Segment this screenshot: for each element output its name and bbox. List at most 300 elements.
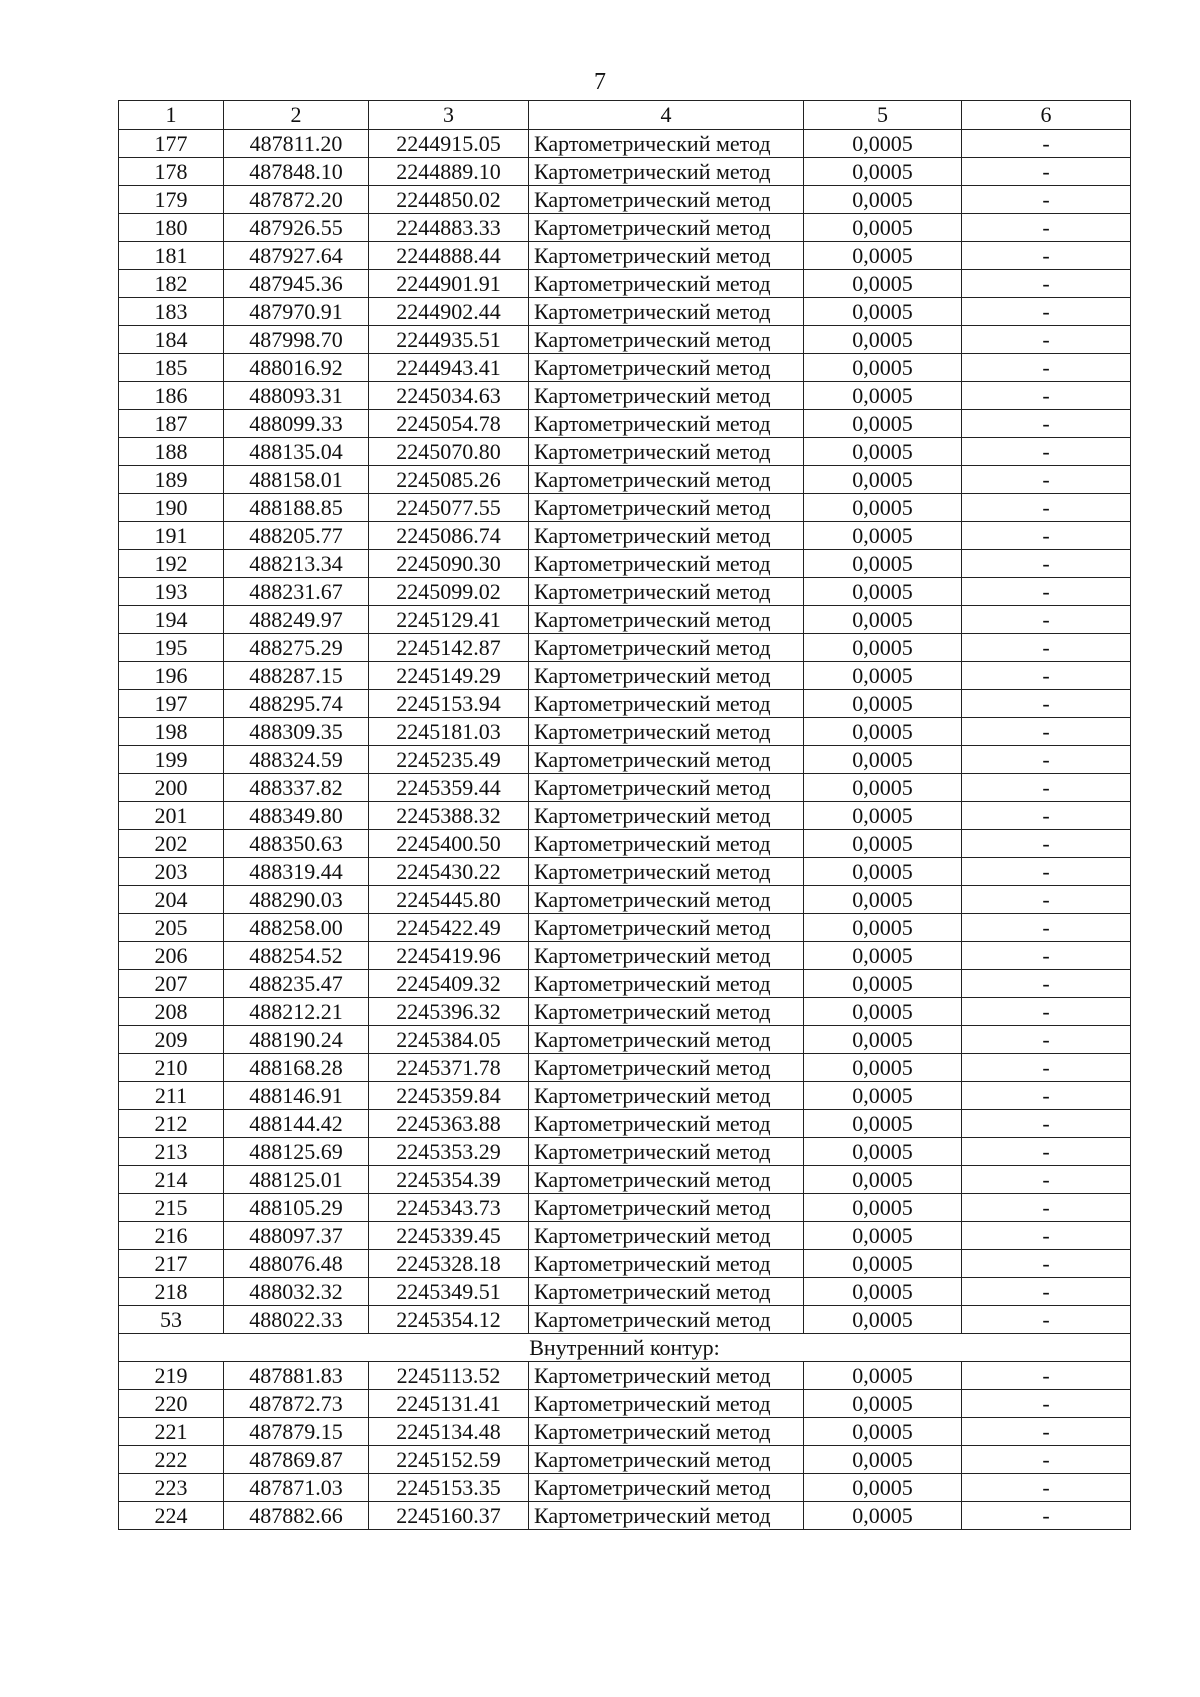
table-row: [119, 382, 1131, 410]
table-row: [119, 774, 1131, 802]
header-row: [119, 101, 1131, 130]
accuracy-cell: 0,0005: [804, 1306, 962, 1334]
accuracy-cell: 0,0005: [804, 802, 962, 830]
method-cell: Картометрический метод: [529, 410, 804, 438]
description-cell: -: [962, 1166, 1131, 1194]
x-coordinate-cell: 488290.03: [224, 886, 369, 914]
accuracy-cell: 0,0005: [804, 886, 962, 914]
accuracy-cell: 0,0005: [804, 1250, 962, 1278]
y-coordinate-cell: 2245419.96: [369, 942, 529, 970]
x-coordinate-cell: 488324.59: [224, 746, 369, 774]
y-coordinate-cell: 2244901.91: [369, 270, 529, 298]
accuracy-cell: 0,0005: [804, 186, 962, 214]
accuracy-cell: 0,0005: [804, 382, 962, 410]
method-cell: Картометрический метод: [529, 522, 804, 550]
column-header: 4: [529, 101, 804, 130]
method-cell: Картометрический метод: [529, 942, 804, 970]
method-cell: Картометрический метод: [529, 1418, 804, 1446]
table-row: [119, 662, 1131, 690]
table-row: [119, 998, 1131, 1026]
method-cell: Картометрический метод: [529, 578, 804, 606]
point-number-cell: 184: [119, 326, 224, 354]
point-number-cell: 223: [119, 1474, 224, 1502]
accuracy-cell: 0,0005: [804, 550, 962, 578]
point-number-cell: 197: [119, 690, 224, 718]
table-row: [119, 830, 1131, 858]
description-cell: -: [962, 1194, 1131, 1222]
accuracy-cell: 0,0005: [804, 270, 962, 298]
point-number-cell: 53: [119, 1306, 224, 1334]
description-cell: -: [962, 1082, 1131, 1110]
y-coordinate-cell: 2245359.44: [369, 774, 529, 802]
table-row: [119, 1446, 1131, 1474]
accuracy-cell: 0,0005: [804, 1138, 962, 1166]
accuracy-cell: 0,0005: [804, 158, 962, 186]
description-cell: -: [962, 1110, 1131, 1138]
method-cell: Картометрический метод: [529, 662, 804, 690]
x-coordinate-cell: 488016.92: [224, 354, 369, 382]
column-header: 5: [804, 101, 962, 130]
description-cell: -: [962, 1026, 1131, 1054]
x-coordinate-cell: 488349.80: [224, 802, 369, 830]
point-number-cell: 210: [119, 1054, 224, 1082]
y-coordinate-cell: 2245152.59: [369, 1446, 529, 1474]
y-coordinate-cell: 2244850.02: [369, 186, 529, 214]
description-cell: -: [962, 662, 1131, 690]
method-cell: Картометрический метод: [529, 830, 804, 858]
y-coordinate-cell: 2245153.35: [369, 1474, 529, 1502]
accuracy-cell: 0,0005: [804, 1166, 962, 1194]
description-cell: -: [962, 1390, 1131, 1418]
point-number-cell: 186: [119, 382, 224, 410]
accuracy-cell: 0,0005: [804, 130, 962, 158]
table-row: [119, 690, 1131, 718]
table-row: [119, 634, 1131, 662]
y-coordinate-cell: 2245070.80: [369, 438, 529, 466]
method-cell: Картометрический метод: [529, 1026, 804, 1054]
accuracy-cell: 0,0005: [804, 718, 962, 746]
description-cell: -: [962, 1250, 1131, 1278]
table-row: [119, 1306, 1131, 1334]
method-cell: Картометрический метод: [529, 1474, 804, 1502]
accuracy-cell: 0,0005: [804, 1278, 962, 1306]
method-cell: Картометрический метод: [529, 298, 804, 326]
x-coordinate-cell: 488212.21: [224, 998, 369, 1026]
table-row: [119, 1166, 1131, 1194]
description-cell: -: [962, 718, 1131, 746]
method-cell: Картометрический метод: [529, 802, 804, 830]
x-coordinate-cell: 488190.24: [224, 1026, 369, 1054]
table-row: [119, 1082, 1131, 1110]
accuracy-cell: 0,0005: [804, 578, 962, 606]
table-row: [119, 326, 1131, 354]
description-cell: -: [962, 410, 1131, 438]
y-coordinate-cell: 2245359.84: [369, 1082, 529, 1110]
y-coordinate-cell: 2245430.22: [369, 858, 529, 886]
description-cell: -: [962, 1222, 1131, 1250]
y-coordinate-cell: 2244935.51: [369, 326, 529, 354]
point-number-cell: 205: [119, 914, 224, 942]
description-cell: -: [962, 858, 1131, 886]
point-number-cell: 193: [119, 578, 224, 606]
method-cell: Картометрический метод: [529, 1278, 804, 1306]
method-cell: Картометрический метод: [529, 466, 804, 494]
description-cell: -: [962, 298, 1131, 326]
x-coordinate-cell: 487927.64: [224, 242, 369, 270]
point-number-cell: 183: [119, 298, 224, 326]
table-row: [119, 354, 1131, 382]
accuracy-cell: 0,0005: [804, 942, 962, 970]
point-number-cell: 198: [119, 718, 224, 746]
x-coordinate-cell: 488093.31: [224, 382, 369, 410]
method-cell: Картометрический метод: [529, 1082, 804, 1110]
description-cell: -: [962, 634, 1131, 662]
table-row: [119, 186, 1131, 214]
method-cell: Картометрический метод: [529, 690, 804, 718]
x-coordinate-cell: 488231.67: [224, 578, 369, 606]
table-row: [119, 494, 1131, 522]
y-coordinate-cell: 2245363.88: [369, 1110, 529, 1138]
y-coordinate-cell: 2245054.78: [369, 410, 529, 438]
table-row: [119, 1390, 1131, 1418]
point-number-cell: 201: [119, 802, 224, 830]
accuracy-cell: 0,0005: [804, 1502, 962, 1530]
point-number-cell: 216: [119, 1222, 224, 1250]
description-cell: -: [962, 690, 1131, 718]
method-cell: Картометрический метод: [529, 1446, 804, 1474]
x-coordinate-cell: 487872.73: [224, 1390, 369, 1418]
accuracy-cell: 0,0005: [804, 1110, 962, 1138]
table-row: [119, 1222, 1131, 1250]
table-row: [119, 438, 1131, 466]
description-cell: -: [962, 970, 1131, 998]
y-coordinate-cell: 2245235.49: [369, 746, 529, 774]
table-row: [119, 1362, 1131, 1390]
y-coordinate-cell: 2245328.18: [369, 1250, 529, 1278]
description-cell: -: [962, 354, 1131, 382]
x-coordinate-cell: 488105.29: [224, 1194, 369, 1222]
method-cell: Картометрический метод: [529, 970, 804, 998]
accuracy-cell: 0,0005: [804, 1390, 962, 1418]
y-coordinate-cell: 2244902.44: [369, 298, 529, 326]
accuracy-cell: 0,0005: [804, 1222, 962, 1250]
description-cell: -: [962, 942, 1131, 970]
description-cell: -: [962, 998, 1131, 1026]
method-cell: Картометрический метод: [529, 270, 804, 298]
table-row: [119, 578, 1131, 606]
x-coordinate-cell: 487881.83: [224, 1362, 369, 1390]
point-number-cell: 206: [119, 942, 224, 970]
x-coordinate-cell: 487871.03: [224, 1474, 369, 1502]
table-row: [119, 1110, 1131, 1138]
y-coordinate-cell: 2245354.39: [369, 1166, 529, 1194]
description-cell: -: [962, 746, 1131, 774]
table-row: [119, 1418, 1131, 1446]
x-coordinate-cell: 488287.15: [224, 662, 369, 690]
y-coordinate-cell: 2244889.10: [369, 158, 529, 186]
x-coordinate-cell: 488235.47: [224, 970, 369, 998]
point-number-cell: 180: [119, 214, 224, 242]
y-coordinate-cell: 2245409.32: [369, 970, 529, 998]
x-coordinate-cell: 488125.01: [224, 1166, 369, 1194]
x-coordinate-cell: 487882.66: [224, 1502, 369, 1530]
x-coordinate-cell: 488188.85: [224, 494, 369, 522]
x-coordinate-cell: 488022.33: [224, 1306, 369, 1334]
table-row: [119, 1474, 1131, 1502]
y-coordinate-cell: 2245400.50: [369, 830, 529, 858]
x-coordinate-cell: 487998.70: [224, 326, 369, 354]
point-number-cell: 220: [119, 1390, 224, 1418]
accuracy-cell: 0,0005: [804, 606, 962, 634]
description-cell: -: [962, 1446, 1131, 1474]
table-row: [119, 1194, 1131, 1222]
description-cell: -: [962, 494, 1131, 522]
point-number-cell: 218: [119, 1278, 224, 1306]
y-coordinate-cell: 2245388.32: [369, 802, 529, 830]
point-number-cell: 182: [119, 270, 224, 298]
y-coordinate-cell: 2245099.02: [369, 578, 529, 606]
x-coordinate-cell: 488319.44: [224, 858, 369, 886]
x-coordinate-cell: 488099.33: [224, 410, 369, 438]
description-cell: -: [962, 522, 1131, 550]
accuracy-cell: 0,0005: [804, 970, 962, 998]
x-coordinate-cell: 488076.48: [224, 1250, 369, 1278]
accuracy-cell: 0,0005: [804, 1362, 962, 1390]
method-cell: Картометрический метод: [529, 1222, 804, 1250]
point-number-cell: 208: [119, 998, 224, 1026]
point-number-cell: 213: [119, 1138, 224, 1166]
x-coordinate-cell: 488258.00: [224, 914, 369, 942]
x-coordinate-cell: 488309.35: [224, 718, 369, 746]
y-coordinate-cell: 2245354.12: [369, 1306, 529, 1334]
table-row: [119, 522, 1131, 550]
description-cell: -: [962, 186, 1131, 214]
point-number-cell: 199: [119, 746, 224, 774]
point-number-cell: 215: [119, 1194, 224, 1222]
point-number-cell: 212: [119, 1110, 224, 1138]
y-coordinate-cell: 2245149.29: [369, 662, 529, 690]
point-number-cell: 217: [119, 1250, 224, 1278]
x-coordinate-cell: 488125.69: [224, 1138, 369, 1166]
method-cell: Картометрический метод: [529, 186, 804, 214]
accuracy-cell: 0,0005: [804, 466, 962, 494]
table-row: [119, 1250, 1131, 1278]
point-number-cell: 179: [119, 186, 224, 214]
method-cell: Картометрический метод: [529, 998, 804, 1026]
method-cell: Картометрический метод: [529, 774, 804, 802]
y-coordinate-cell: 2245343.73: [369, 1194, 529, 1222]
x-coordinate-cell: 488144.42: [224, 1110, 369, 1138]
y-coordinate-cell: 2245181.03: [369, 718, 529, 746]
description-cell: -: [962, 830, 1131, 858]
table-row: [119, 1054, 1131, 1082]
y-coordinate-cell: 2245113.52: [369, 1362, 529, 1390]
accuracy-cell: 0,0005: [804, 774, 962, 802]
x-coordinate-cell: 488295.74: [224, 690, 369, 718]
point-number-cell: 177: [119, 130, 224, 158]
x-coordinate-cell: 488032.32: [224, 1278, 369, 1306]
method-cell: Картометрический метод: [529, 746, 804, 774]
description-cell: -: [962, 130, 1131, 158]
method-cell: Картометрический метод: [529, 1362, 804, 1390]
description-cell: -: [962, 550, 1131, 578]
table-row: [119, 718, 1131, 746]
point-number-cell: 181: [119, 242, 224, 270]
point-number-cell: 221: [119, 1418, 224, 1446]
accuracy-cell: 0,0005: [804, 214, 962, 242]
point-number-cell: 189: [119, 466, 224, 494]
point-number-cell: 191: [119, 522, 224, 550]
description-cell: -: [962, 1306, 1131, 1334]
description-cell: -: [962, 1502, 1131, 1530]
description-cell: -: [962, 802, 1131, 830]
accuracy-cell: 0,0005: [804, 326, 962, 354]
method-cell: Картометрический метод: [529, 858, 804, 886]
accuracy-cell: 0,0005: [804, 858, 962, 886]
x-coordinate-cell: 488275.29: [224, 634, 369, 662]
method-cell: Картометрический метод: [529, 1390, 804, 1418]
table-row: [119, 242, 1131, 270]
y-coordinate-cell: 2245396.32: [369, 998, 529, 1026]
description-cell: -: [962, 438, 1131, 466]
y-coordinate-cell: 2244888.44: [369, 242, 529, 270]
method-cell: Картометрический метод: [529, 550, 804, 578]
table-row: [119, 1138, 1131, 1166]
table-row: [119, 914, 1131, 942]
table-row: [119, 550, 1131, 578]
description-cell: -: [962, 886, 1131, 914]
y-coordinate-cell: 2245077.55: [369, 494, 529, 522]
table-row: [119, 410, 1131, 438]
accuracy-cell: 0,0005: [804, 242, 962, 270]
method-cell: Картометрический метод: [529, 718, 804, 746]
y-coordinate-cell: 2245142.87: [369, 634, 529, 662]
section-label: Внутренний контур:: [119, 1334, 1131, 1362]
method-cell: Картометрический метод: [529, 242, 804, 270]
y-coordinate-cell: 2245090.30: [369, 550, 529, 578]
y-coordinate-cell: 2245422.49: [369, 914, 529, 942]
x-coordinate-cell: 487872.20: [224, 186, 369, 214]
description-cell: -: [962, 1362, 1131, 1390]
point-number-cell: 204: [119, 886, 224, 914]
column-header: 6: [962, 101, 1131, 130]
y-coordinate-cell: 2245131.41: [369, 1390, 529, 1418]
column-header: 3: [369, 101, 529, 130]
y-coordinate-cell: 2245085.26: [369, 466, 529, 494]
accuracy-cell: 0,0005: [804, 438, 962, 466]
point-number-cell: 178: [119, 158, 224, 186]
point-number-cell: 214: [119, 1166, 224, 1194]
table-row: [119, 886, 1131, 914]
page-number: 7: [594, 69, 606, 95]
table-row: [119, 970, 1131, 998]
y-coordinate-cell: 2244883.33: [369, 214, 529, 242]
x-coordinate-cell: 488097.37: [224, 1222, 369, 1250]
description-cell: -: [962, 606, 1131, 634]
table-row: [119, 466, 1131, 494]
method-cell: Картометрический метод: [529, 1138, 804, 1166]
point-number-cell: 224: [119, 1502, 224, 1530]
point-number-cell: 209: [119, 1026, 224, 1054]
table-row: [119, 606, 1131, 634]
x-coordinate-cell: 488158.01: [224, 466, 369, 494]
point-number-cell: 187: [119, 410, 224, 438]
y-coordinate-cell: 2245134.48: [369, 1418, 529, 1446]
x-coordinate-cell: 488254.52: [224, 942, 369, 970]
accuracy-cell: 0,0005: [804, 522, 962, 550]
table-row: [119, 802, 1131, 830]
table-row: [119, 130, 1131, 158]
y-coordinate-cell: 2245353.29: [369, 1138, 529, 1166]
method-cell: Картометрический метод: [529, 494, 804, 522]
method-cell: Картометрический метод: [529, 438, 804, 466]
column-header: 2: [224, 101, 369, 130]
accuracy-cell: 0,0005: [804, 1054, 962, 1082]
description-cell: -: [962, 1418, 1131, 1446]
point-number-cell: 202: [119, 830, 224, 858]
accuracy-cell: 0,0005: [804, 1474, 962, 1502]
x-coordinate-cell: 488205.77: [224, 522, 369, 550]
accuracy-cell: 0,0005: [804, 634, 962, 662]
y-coordinate-cell: 2245153.94: [369, 690, 529, 718]
method-cell: Картометрический метод: [529, 158, 804, 186]
method-cell: Картометрический метод: [529, 886, 804, 914]
table-row: [119, 214, 1131, 242]
description-cell: -: [962, 1138, 1131, 1166]
y-coordinate-cell: 2245160.37: [369, 1502, 529, 1530]
y-coordinate-cell: 2245129.41: [369, 606, 529, 634]
x-coordinate-cell: 488168.28: [224, 1054, 369, 1082]
point-number-cell: 190: [119, 494, 224, 522]
table-row: [119, 746, 1131, 774]
x-coordinate-cell: 488249.97: [224, 606, 369, 634]
accuracy-cell: 0,0005: [804, 998, 962, 1026]
method-cell: Картометрический метод: [529, 1110, 804, 1138]
accuracy-cell: 0,0005: [804, 690, 962, 718]
description-cell: -: [962, 914, 1131, 942]
method-cell: Картометрический метод: [529, 1194, 804, 1222]
table-row: [119, 858, 1131, 886]
table-row: [119, 158, 1131, 186]
column-header: 1: [119, 101, 224, 130]
description-cell: -: [962, 466, 1131, 494]
y-coordinate-cell: 2245371.78: [369, 1054, 529, 1082]
y-coordinate-cell: 2245339.45: [369, 1222, 529, 1250]
accuracy-cell: 0,0005: [804, 354, 962, 382]
x-coordinate-cell: 487970.91: [224, 298, 369, 326]
method-cell: Картометрический метод: [529, 1306, 804, 1334]
point-number-cell: 188: [119, 438, 224, 466]
accuracy-cell: 0,0005: [804, 1418, 962, 1446]
point-number-cell: 185: [119, 354, 224, 382]
method-cell: Картометрический метод: [529, 1166, 804, 1194]
point-number-cell: 195: [119, 634, 224, 662]
y-coordinate-cell: 2245086.74: [369, 522, 529, 550]
point-number-cell: 207: [119, 970, 224, 998]
description-cell: -: [962, 578, 1131, 606]
x-coordinate-cell: 488213.34: [224, 550, 369, 578]
method-cell: Картометрический метод: [529, 1054, 804, 1082]
point-number-cell: 211: [119, 1082, 224, 1110]
description-cell: -: [962, 158, 1131, 186]
method-cell: Картометрический метод: [529, 1502, 804, 1530]
accuracy-cell: 0,0005: [804, 914, 962, 942]
point-number-cell: 194: [119, 606, 224, 634]
coordinates-table: [118, 100, 1131, 1530]
x-coordinate-cell: 488146.91: [224, 1082, 369, 1110]
method-cell: Картометрический метод: [529, 914, 804, 942]
x-coordinate-cell: 487848.10: [224, 158, 369, 186]
